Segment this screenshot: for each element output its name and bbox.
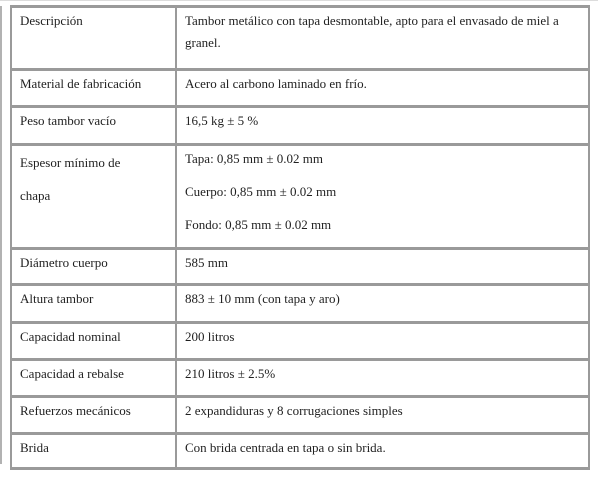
spec-label-cell: Refuerzos mecánicos <box>11 397 176 434</box>
table-row <box>11 249 589 285</box>
spec-value-line: Tambor metálico con tapa desmontable, apto para el envasado de miel a granel. <box>185 13 559 50</box>
spec-value-line: 16,5 kg ± 5 % <box>185 113 259 128</box>
spec-label-cell: Descripción <box>11 7 176 70</box>
spec-value-cell <box>176 434 589 469</box>
spec-value-line: 585 mm <box>185 255 228 270</box>
spec-label-cell: Altura tambor <box>11 285 176 323</box>
table-row <box>11 285 589 323</box>
table-row <box>11 360 589 397</box>
spec-label-cell: Brida <box>11 434 176 469</box>
spec-value-cell <box>176 7 589 70</box>
spec-value-line: Acero al carbono laminado en frío. <box>185 76 367 91</box>
table-row <box>11 397 589 434</box>
spec-value-cell <box>176 70 589 107</box>
spec-label-cell: Diámetro cuerpo <box>11 249 176 285</box>
spec-value-cell <box>176 323 589 360</box>
spec-label-cell: Capacidad a rebalse <box>11 360 176 397</box>
table-row <box>11 323 589 360</box>
spec-label-cell: Peso tambor vacío <box>11 107 176 145</box>
spec-value-line: 883 ± 10 mm (con tapa y aro) <box>185 291 340 306</box>
spec-value-line: 210 litros ± 2.5% <box>185 366 276 381</box>
table-row <box>11 7 589 70</box>
scan-edge-artifact-left <box>0 6 2 464</box>
spec-value-line: Con brida centrada en tapa o sin brida. <box>185 440 386 455</box>
spec-value-line: Cuerpo: 0,85 mm ± 0.02 mm <box>185 184 337 199</box>
spec-value-cell <box>176 285 589 323</box>
spec-value-cell <box>176 397 589 434</box>
spec-label-cell: Espesor mínimo de chapa <box>11 145 176 249</box>
table-row <box>11 434 589 469</box>
spec-value-line: 200 litros <box>185 329 235 344</box>
table-row <box>11 145 589 249</box>
scan-edge-artifact-top <box>0 0 598 1</box>
table-row <box>11 107 589 145</box>
spec-value-cell <box>176 107 589 145</box>
table-row <box>11 70 589 107</box>
spec-value-line: 2 expandiduras y 8 corrugaciones simples <box>185 403 403 418</box>
spec-value-cell <box>176 360 589 397</box>
spec-value-line: Fondo: 0,85 mm ± 0.02 mm <box>185 217 332 232</box>
spec-table-body <box>11 7 589 469</box>
spec-label-cell: Material de fabricación <box>11 70 176 107</box>
specification-table <box>10 5 590 470</box>
spec-value-cell <box>176 249 589 285</box>
spec-value-cell <box>176 145 589 249</box>
spec-value-line: Tapa: 0,85 mm ± 0.02 mm <box>185 151 324 166</box>
spec-label-cell: Capacidad nominal <box>11 323 176 360</box>
